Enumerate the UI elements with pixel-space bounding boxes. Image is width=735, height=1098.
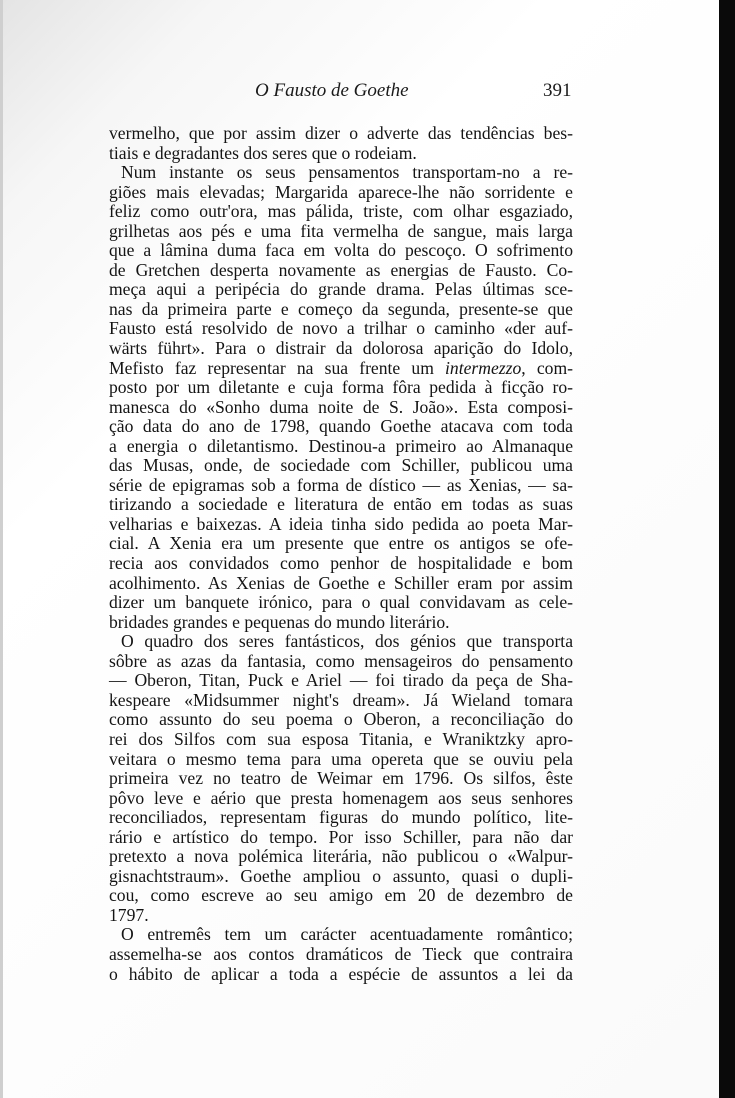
text-line: dizer um banquete irónico, para o qual convidavam as cele- bbox=[109, 592, 573, 613]
page-header bbox=[0, 80, 719, 106]
text-line: gisnachtstraum». Goethe ampliou o assunto, quasi o dupli- bbox=[109, 865, 573, 886]
text-line: velharias e baixezas. A ideia tinha sido pedida ao poeta Mar- bbox=[109, 513, 573, 534]
text-line: reconciliados, representam figuras do mundo político, lite- bbox=[109, 807, 573, 828]
text-line: acolhimento. As Xenias de Goethe e Schiller eram por assim bbox=[109, 572, 573, 593]
text-line: meça aqui a peripécia do grande drama. Pelas últimas sce- bbox=[109, 279, 573, 300]
text-line: pôvo leve e aério que presta homenagem aos seus senhores bbox=[109, 787, 573, 808]
text-line: O entremês tem um carácter acentuadamente romântico; bbox=[121, 924, 573, 945]
text-line: ção data do ano de 1798, quando Goethe atacava com toda bbox=[109, 416, 573, 437]
text-line: manesca do «Sonho duma noite de S. João». Esta composi- bbox=[109, 396, 573, 417]
text-line-start: Mefisto faz representar na sua frente um bbox=[109, 357, 446, 378]
text-line: 1797. bbox=[109, 904, 149, 925]
text-line: Fausto está resolvido de novo a trilhar o caminho «der auf- bbox=[109, 318, 573, 339]
text-line: tiais e degradantes dos seres que o rodeiam. bbox=[109, 142, 417, 163]
page-left-edge bbox=[0, 0, 3, 1098]
text-line: giões mais elevadas; Margarida aparece-lhe não sorridente e bbox=[109, 181, 573, 202]
text-line: o hábito de aplicar a toda a espécie de assuntos a lei da bbox=[109, 963, 573, 984]
text-line: recia aos convidados como penhor de hospitalidade e bom bbox=[109, 553, 573, 574]
text-line: Num instante os seus pensamentos transportam-no a re- bbox=[121, 162, 573, 183]
text-line: sôbre as azas da fantasia, como mensageiros do pensamento bbox=[109, 650, 573, 671]
text-line: O quadro dos seres fantásticos, dos génios que transporta bbox=[121, 631, 573, 652]
text-line: cial. A Xenia era um presente que entre os antigos se ofe- bbox=[109, 533, 573, 554]
scan-right-border bbox=[719, 0, 735, 1098]
running-title: O Fausto de Goethe bbox=[255, 80, 409, 101]
text-line: como assunto do seu poema o Oberon, a reconciliação do bbox=[109, 709, 573, 730]
text-line: a energia o diletantismo. Destinou-a primeiro ao Almanaque bbox=[109, 435, 573, 456]
text-line: grilhetas aos pés e uma fita vermelha de sangue, mais larga bbox=[109, 220, 573, 241]
text-line: de Gretchen desperta novamente as energias de Fausto. Co- bbox=[109, 259, 573, 280]
text-line: nas da primeira parte e começo da segunda, presente-se que bbox=[109, 298, 573, 319]
text-line: das Musas, onde, de sociedade com Schiller, publicou uma bbox=[109, 455, 573, 476]
italic-word-intermezzo: intermezzo bbox=[445, 357, 522, 378]
text-line: feliz como outr'ora, mas pálida, triste, com olhar esgaziado, bbox=[109, 201, 573, 222]
page-number: 391 bbox=[543, 80, 572, 101]
text-line: série de epigramas sob a forma de dístico — as Xenias, — sa- bbox=[109, 474, 573, 495]
text-line-end: , com- bbox=[521, 357, 573, 378]
text-line: primeira vez no teatro de Weimar em 1796. Os silfos, êste bbox=[109, 768, 573, 789]
text-line: cou, como escreve ao seu amigo em 20 de dezembro de bbox=[109, 885, 573, 906]
text-line: rário e artístico do tempo. Por isso Schiller, para não dar bbox=[109, 826, 573, 847]
text-line: veitara o mesmo tema para uma opereta que se ouviu pela bbox=[109, 748, 573, 769]
text-line: assemelha-se aos contos dramáticos de Tieck que contraira bbox=[109, 943, 573, 964]
text-line: bridades grandes e pequenas do mundo literário. bbox=[109, 611, 450, 632]
text-line: posto por um diletante e cuja forma fôra pedida à ficção ro- bbox=[109, 377, 573, 398]
body-text bbox=[109, 124, 573, 984]
text-line: tirizando a sociedade e literatura de então em todas as suas bbox=[109, 494, 573, 515]
text-line: vermelho, que por assim dizer o adverte das tendências bes- bbox=[109, 123, 573, 143]
text-line: pretexto a nova polémica literária, não publicou o «Walpur- bbox=[109, 846, 573, 867]
text-line: kespeare «Midsummer night's dream». Já Wieland tomara bbox=[109, 689, 573, 710]
text-line: que a lâmina duma faca em volta do pescoço. O sofrimento bbox=[109, 240, 573, 261]
text-line: — Oberon, Titan, Puck e Ariel — foi tirado da peça de Sha- bbox=[109, 670, 573, 691]
text-line: wärts führt». Para o distrair da dolorosa aparição do Idolo, bbox=[109, 338, 573, 359]
text-line-with-italic bbox=[109, 359, 573, 379]
text-line: rei dos Silfos com sua esposa Titania, e Wraniktzky apro- bbox=[109, 728, 573, 749]
